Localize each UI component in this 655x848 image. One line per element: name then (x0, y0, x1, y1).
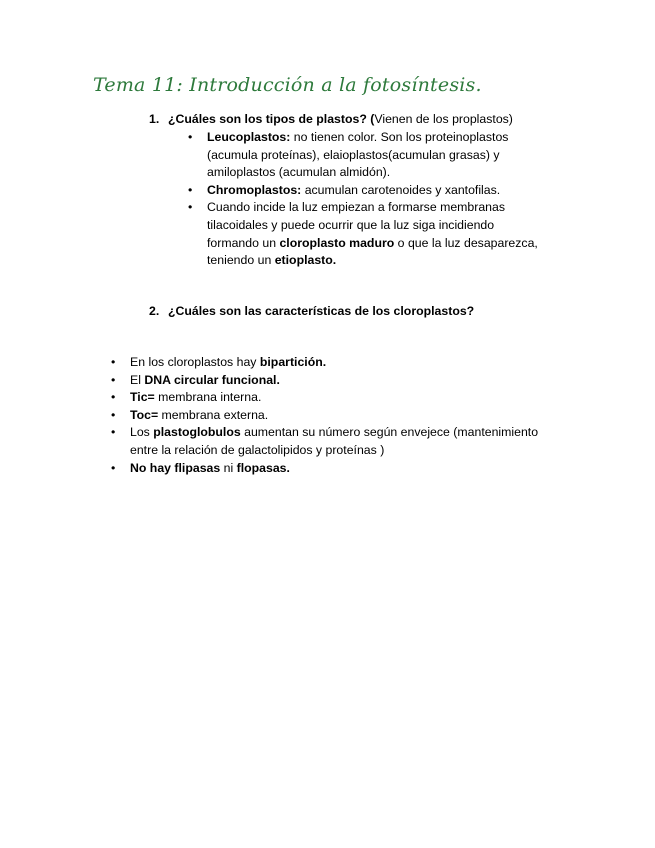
bullet-icon: • (111, 355, 116, 369)
term-leucoplastos: Leucoplastos: (207, 130, 291, 144)
feature-post: aumentan su número según envejece (mantenimiento (240, 425, 539, 440)
list-item-chromoplastos (188, 182, 548, 200)
list-item (111, 424, 571, 459)
bullet-icon: • (111, 372, 116, 387)
question-2-number: 2. (149, 304, 160, 318)
leucoplastos-line-2: (acumula proteínas), elaioplastos(acumulan grasas) y (207, 147, 500, 162)
light-line-4-pre: teniendo un (207, 253, 275, 268)
chloroplast-features-list (111, 354, 571, 477)
light-line-3-pre: formando un (207, 235, 280, 250)
question-2-bold: ¿Cuáles son las características de los cloroplastos? (168, 304, 475, 318)
question-1-rest: Vienen de los proplastos) (374, 112, 513, 126)
term-cloroplasto-maduro: cloroplasto maduro (279, 235, 395, 250)
feature-bold: No hay flipasas (130, 460, 221, 475)
light-line-1: Cuando incide la luz empiezan a formarse membranas (207, 200, 506, 215)
light-line-2: tilacoidales y puede ocurrir que la luz siga incidiendo (207, 217, 495, 232)
feature-bold: DNA circular funcional. (144, 372, 280, 387)
list-item-leucoplastos (188, 129, 548, 182)
light-line-3-post: o que la luz desaparezca, (394, 235, 538, 250)
feature-line-2: entre la relación de galactolipidos y proteínas ) (130, 442, 385, 457)
term-chromoplastos: Chromoplastos: (207, 182, 302, 197)
feature-post: membrana externa. (158, 407, 269, 422)
question-2 (149, 303, 474, 321)
list-item (111, 460, 571, 478)
term-etioplasto: etioplasto. (274, 253, 337, 268)
bullet-icon: • (111, 460, 116, 475)
feature-bold: Toc= (130, 407, 159, 422)
list-item (111, 407, 571, 425)
feature-bold-2: flopasas. (236, 460, 290, 475)
bullet-icon: • (111, 390, 116, 405)
feature-bold: bipartición. (259, 355, 327, 369)
chromoplastos-text: acumulan carotenoides y xantofilas. (301, 182, 501, 197)
question-1-number: 1. (149, 112, 160, 126)
feature-bold: Tic= (130, 390, 155, 405)
bullet-icon: • (188, 200, 193, 215)
feature-pre: Los (130, 425, 154, 440)
list-item (111, 354, 571, 372)
bullet-icon: • (111, 407, 116, 422)
list-item-light (188, 199, 548, 269)
feature-pre: El (130, 372, 145, 387)
question-1-bold: ¿Cuáles son los tipos de plastos? ( (168, 112, 375, 126)
bullet-icon: • (188, 130, 193, 144)
list-item (111, 372, 571, 390)
question-1 (149, 111, 513, 129)
plastid-types-list (188, 129, 548, 270)
feature-post: ni (220, 460, 237, 475)
list-item (111, 389, 571, 407)
bullet-icon: • (188, 182, 193, 197)
leucoplastos-line-3: amiloplastos (acumulan almidón). (207, 165, 391, 180)
feature-pre: En los cloroplastos hay (130, 355, 260, 369)
feature-post: membrana interna. (154, 390, 262, 405)
leucoplastos-line-1: no tienen color. Son los proteinoplastos (290, 130, 509, 144)
feature-bold: plastoglobulos (153, 425, 241, 440)
bullet-icon: • (111, 425, 116, 440)
page-title: Tema 11: Introducción a la fotosíntesis. (93, 74, 482, 96)
